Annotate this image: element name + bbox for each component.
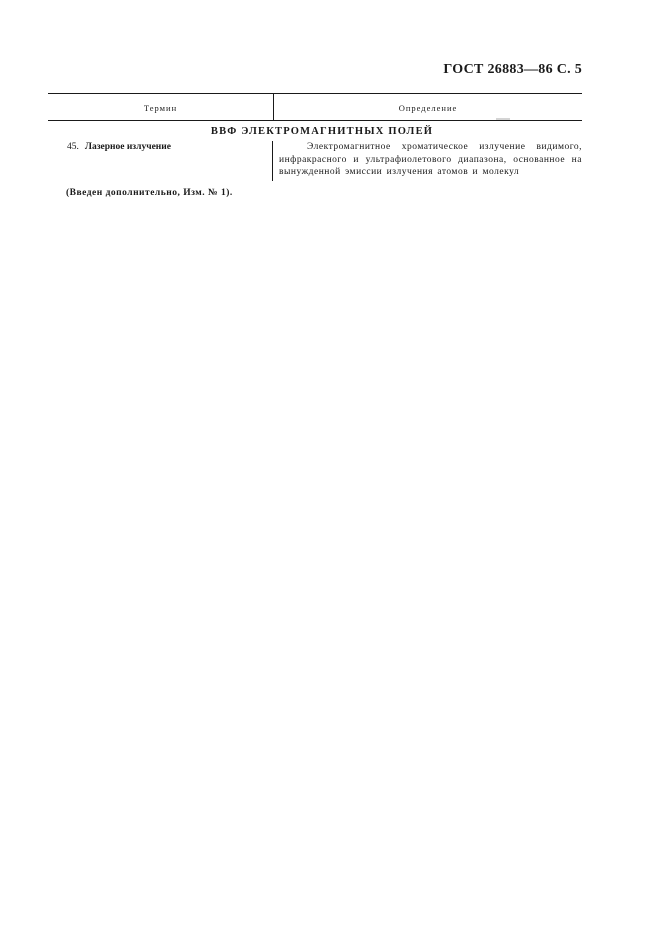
terms-table [48, 93, 582, 181]
column-header-definition: Определение [398, 103, 458, 113]
column-header-term: Термин [48, 94, 274, 120]
section-title: ВВФ ЭЛЕКТРОМАГНИТНЫХ ПОЛЕЙ [210, 126, 434, 137]
definition-cell: Электромагнитное хроматическое излучение видимого, инфракрасного и ультрафиолетового диапазона, основанное на вынужденной эмиссии излучения атомов и молекул [279, 142, 582, 177]
table-header-row [48, 93, 582, 121]
amendment-note: (Введен дополнительно, Изм. № 1). [66, 188, 233, 198]
term-text: Лазерное излучение [84, 142, 171, 152]
term-cell [48, 141, 273, 181]
table-row [48, 141, 582, 181]
page-header-standard: ГОСТ 26883—86 С. 5 [443, 62, 582, 77]
term-number: 45. [67, 142, 79, 152]
scan-smudge [496, 118, 510, 120]
